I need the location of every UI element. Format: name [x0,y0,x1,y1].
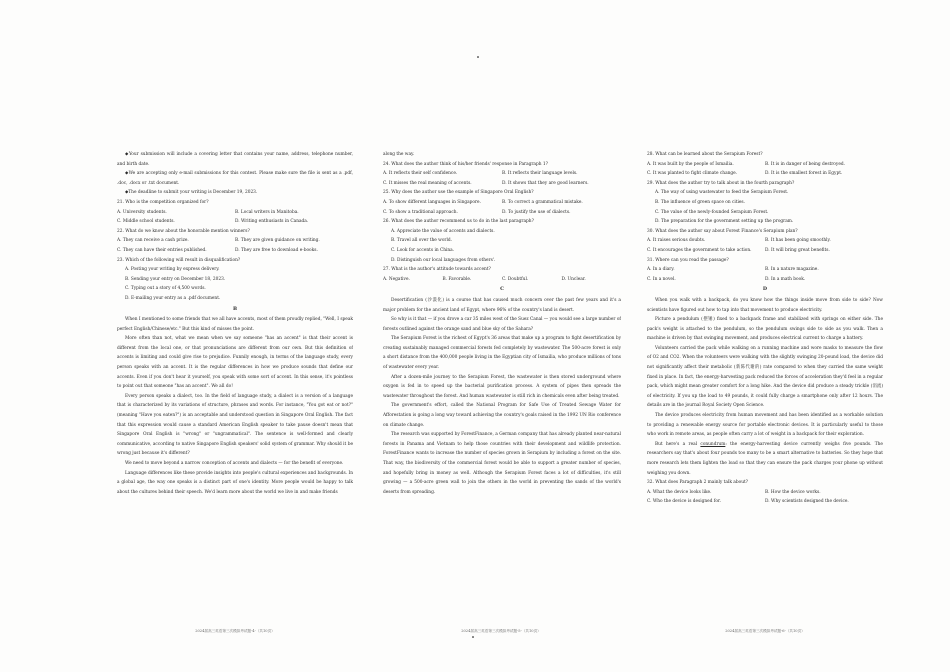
option: B. Favorable. [442,276,472,282]
question-22-options [117,236,353,255]
option: D. It shows that they are good learners. [502,180,589,186]
intro-line: ◆The deadline to submit your writing is December 19, 2023. [125,190,258,196]
text-run: : the energy-harvesting device currently weighs five pounds. The researchers say that's about four pounds too many to be a smart alternative to batteries. So they hope that more research lets them lighten the load so that they can ensure the pack charges your phone up without weighing you down. [647,441,883,476]
option: A. It raises serious doubts. [647,238,706,244]
option: B. How the device works. [765,489,821,495]
question-24: 24. What does the author think of his/her friends' response in Paragraph 1? [383,161,548,167]
column-right [647,150,883,620]
section-heading: D [762,286,768,293]
page-footer: 2024届高三英语第三次模拟考试题-6-（共10页） [725,629,805,633]
column-middle [383,150,621,620]
paragraph: The research was supported by ForestFinance, a German company that has already planted near-natural forests in Panama and Vietnam to help those countries with their development and wildlife protection. ForestFinance wants to increase the number of species grown in Serapium by including a forest on the site. That way, the biodiversity of the commercial forest would be able to support a greater number of species, and hopefully bring in money as well. Although the Serapium Forest faces a lot of difficulties, it's still growing — a 500-acre green wall to join the others in the world in preventing the sands of the world's deserts from spreading. [383,432,621,495]
question-32: 32. What does Paragraph 2 mainly talk about? [647,480,748,486]
option: A. It reflects their self confidence. [383,171,458,177]
paragraph: We need to move beyond a narrow conception of accents and dialects — for the benefit of everyone. [125,461,344,466]
paragraph: After a dozen-mile journey to the Serapium Forest, the wastewater is then stored underground where oxygen is fed in to speed up the bacterial purification process. A system of pipes then spreads the wastewater throughout the forest. And human wastewater is still rich in chemicals even after being treated. [383,374,621,399]
option: C. Typing out a story of 4,500 words. [125,286,206,292]
question-27-options [383,275,621,285]
question-31: 31. Where can you read the passage? [647,257,729,263]
option: D. It is the smallest forest in Egypt. [765,171,843,177]
option: A. University students. [117,209,167,215]
option: C. Doubtful. [502,276,529,282]
option: A. They can receive a cash prize. [117,238,189,244]
option: C. Who the device is designed for. [647,499,721,505]
option: C. The value of the newly-founded Serapium Forest. [655,209,769,215]
intro-line: ◆We are accepting only e-mail submissions for this contest. Please make sure the file is sent as a .pdf, .doc, .docx or .txt document. [117,171,353,186]
option: A. What the device looks like. [647,489,712,495]
question-21: 21. Who is the competition organized for? [117,199,209,205]
page-footer: 2024届高三英语第三次模拟考试题-5-（共10页） [461,629,541,633]
option: A. The way of using wastewater to feed the Serapium Forest. [655,190,789,196]
option: B. It reflects their language levels. [502,171,578,177]
option: A. Posting your writing by express delivery. [125,267,220,273]
paragraph: Picture a pendulum (摆锤) fixed to a backpack frame and stabilized with springs on either side. The pack's weight is attached to the pendulum, so the pendulum swings side to side as you walk. Then a machine is driven by that swinging movement, and produces electrical current to charge a battery. [647,317,883,342]
page-footer: 2024届高三英语第三次模拟考试题-4-（共10页） [195,629,275,633]
paragraph: When you walk with a backpack, do you know how the things inside move from side to side? Now scientists have figured out how to tap into that movement to produce electricity. [647,297,883,313]
question-28-options [647,160,883,179]
question-30: 30. What does the author say about Forest Finance's Serapium plan? [647,228,798,234]
paragraph: Desertification (沙漠化) is a course that has caused much concern over the past few years and it's a major problem for the ancient land of Egypt, where 96% of the country's land is desert. [383,297,621,313]
lead-line: along the way. [383,152,415,157]
paragraph: Language differences like these provide insights into people's cultural experiences and backgrounds. In a global age, the way one speaks is a distinct part of one's identity. More people would be happy to talk about the cultures behind their speech. We'd learn more about the world we live in and make friends [117,470,353,495]
option: B. Local writers in Manitoba. [235,209,299,215]
option: B. It has been going smoothly. [765,238,831,244]
option: C. It was planted to fight climate change. [647,171,738,177]
option: C. Look for accents in China. [391,247,455,253]
question-25: 25. Why does the author use the example of Singapore Oral English? [383,190,534,196]
scan-speck [472,636,474,638]
question-21-options [117,208,353,227]
paragraph: More often than not, what we mean when we say someone "has an accent" is that their accent is different from the local one, or that pronunciations are different from our own. But this definition of accents is limiting and could give rise to prejudice. Funnily enough, in terms of the language study, every person speaks with an accent. It is the regular differences in how we produce sounds that define our accents. Even if you don't hear it yourself, you speak with some sort of accent. In this sense, it's pointless to point out that someone "has an accent". We all do! [117,336,353,390]
paragraph: Every person speaks a dialect, too. In the field of language study, a dialect is a version of a language that is characterized by its variations of structure, phrases and words. For instance, "You got eat or not?" (meaning "Have you eaten?") is an acceptable and understood question in Singapore Oral English. The fact that this expression would cause a standard American English speaker to take pause doesn't mean that Singapore Oral English is "wrong" or "ungrammatical". The sentence is well-formed and clearly communicative, according to native Singapore English speakers' solid system of grammar. Why should it be wrong just because it's different? [117,393,353,457]
scan-speck [477,56,479,58]
option: D. Unclear. [561,276,586,282]
option: B. Travel all over the world. [391,238,452,244]
option: C. It misses the real meaning of accents. [383,180,472,186]
paragraph: When I mentioned to some friends that we all have accents, most of them proudly replied, "Well, I speak perfect English/Chinese/etc." But this kind of misses the point. [117,317,353,332]
option: D. Writing enthusiasts in Canada. [235,219,309,225]
question-32-options [647,488,883,507]
question-29: 29. What does the author try to talk about in the fourth paragraph? [647,180,795,186]
option: B. To correct a grammatical mistake. [502,199,583,205]
option: A. In a diary. [647,267,675,273]
section-heading: C [500,286,504,293]
column-left [117,150,353,620]
option: D. It will bring great benefits. [765,247,830,253]
paragraph-conundrum [647,440,883,478]
option: B. The influence of green space on cities. [655,199,745,205]
question-22: 22. What do we know about the honorable mention winners? [117,228,250,234]
paragraph: So why is it that — if you drove a car 35 miles west of the Suez Canal — you would see a large number of forests outlined against the orange sand and blue sky of the Sahara? [383,317,621,332]
question-26: 26. What does the author recommend us to do in the last paragraph? [383,219,534,225]
paragraph: The government's effort, called the National Program for Safe Use of Treated Sewage Water for Afforestation is going a long way toward achieving the country's goals raised in the 1992 UN Rio conference on climate change. [383,403,621,428]
option: C. They can have their entries published. [117,247,207,253]
option: D. They are free to download e-books. [235,247,318,253]
option: D. To justify the use of dialects. [502,209,571,215]
option: B. Sending your entry on December 18, 2023. [125,276,226,282]
option: C. Middle school students. [117,219,175,225]
option: C. In a novel. [647,276,676,282]
text-run: But here's a real [655,441,701,447]
underlined-word: conundrum [700,441,726,447]
option: A. It was built by the people of Ismailia. [647,161,734,167]
paragraph: The device produces electricity from human movement and has been identified as a workable solution to providing a renewable energy source for portable electronic devices. It is particularly useful to those who work in remote areas, as people often carry a lot of weight in a backpack for their exploration. [647,413,883,438]
option: C. It encourages the government to take action. [647,247,752,253]
option: B. It is in danger of being destroyed. [765,161,845,167]
question-30-options [647,236,883,255]
option: D. The preparation for the government setting up the program. [655,219,794,225]
intro-line: ◆Your submission will include a covering letter that contains your name, address, telephone number, and birth date. [117,152,353,167]
option: D. In a math book. [765,276,806,282]
paragraph: Volunteers carried the pack while walking on a running machine and wore masks to measure the flow of O2 and CO2. When the volunteers were walking with the slightly swinging 20-pound load, the device did not significantly affect their metabolic (新陈代谢的) rate compared to when they carried the same weight fixed in place. In fact, the energy-harvesting pack reduced the forces of acceleration they'd feel in a regular pack, which might mean greater comfort for a long hike. And the device did produce a steady trickle (涓流) of electricity. If you up the load to 49 pounds, it could fully charge a smartphone only after 12 hours. The details are in the journal Royal Society Open Science. [647,345,883,409]
option: B. In a nature magazine. [765,267,819,273]
option: A. To show different languages in Singapore. [383,199,481,205]
question-31-options [647,265,883,284]
option: A. Negative. [383,276,410,282]
option: D. Why scientists designed the device. [765,499,849,505]
option: D. E-mailing your entry as a .pdf document. [125,295,221,301]
question-23: 23. Which of the following will result in disqualification? [117,257,241,263]
section-heading: B [232,305,238,312]
option: A. Appreciate the value of accents and dialects. [391,228,495,234]
option: B. They are given guidance on writing. [235,238,320,244]
question-25-options [383,198,621,217]
question-24-options [383,169,621,188]
option: D. Distinguish our local languages from others'. [391,257,496,263]
question-27: 27. What is the author's attitude towards accent? [383,267,491,273]
question-28: 28. What can be learned about the Serapium Forest? [647,152,763,157]
paragraph: The Serapium Forest is the richest of Egypt's 36 areas that make up a program to fight desertification by creating sustainably managed commercial forests fed completely by wastewater. The 500-acre forest is only a short distance from the 400,000 people living in the Egyptian city of Ismailia, who produce millions of tons of wastewater every year. [383,336,621,371]
option: C. To show a traditional approach. [383,209,458,215]
